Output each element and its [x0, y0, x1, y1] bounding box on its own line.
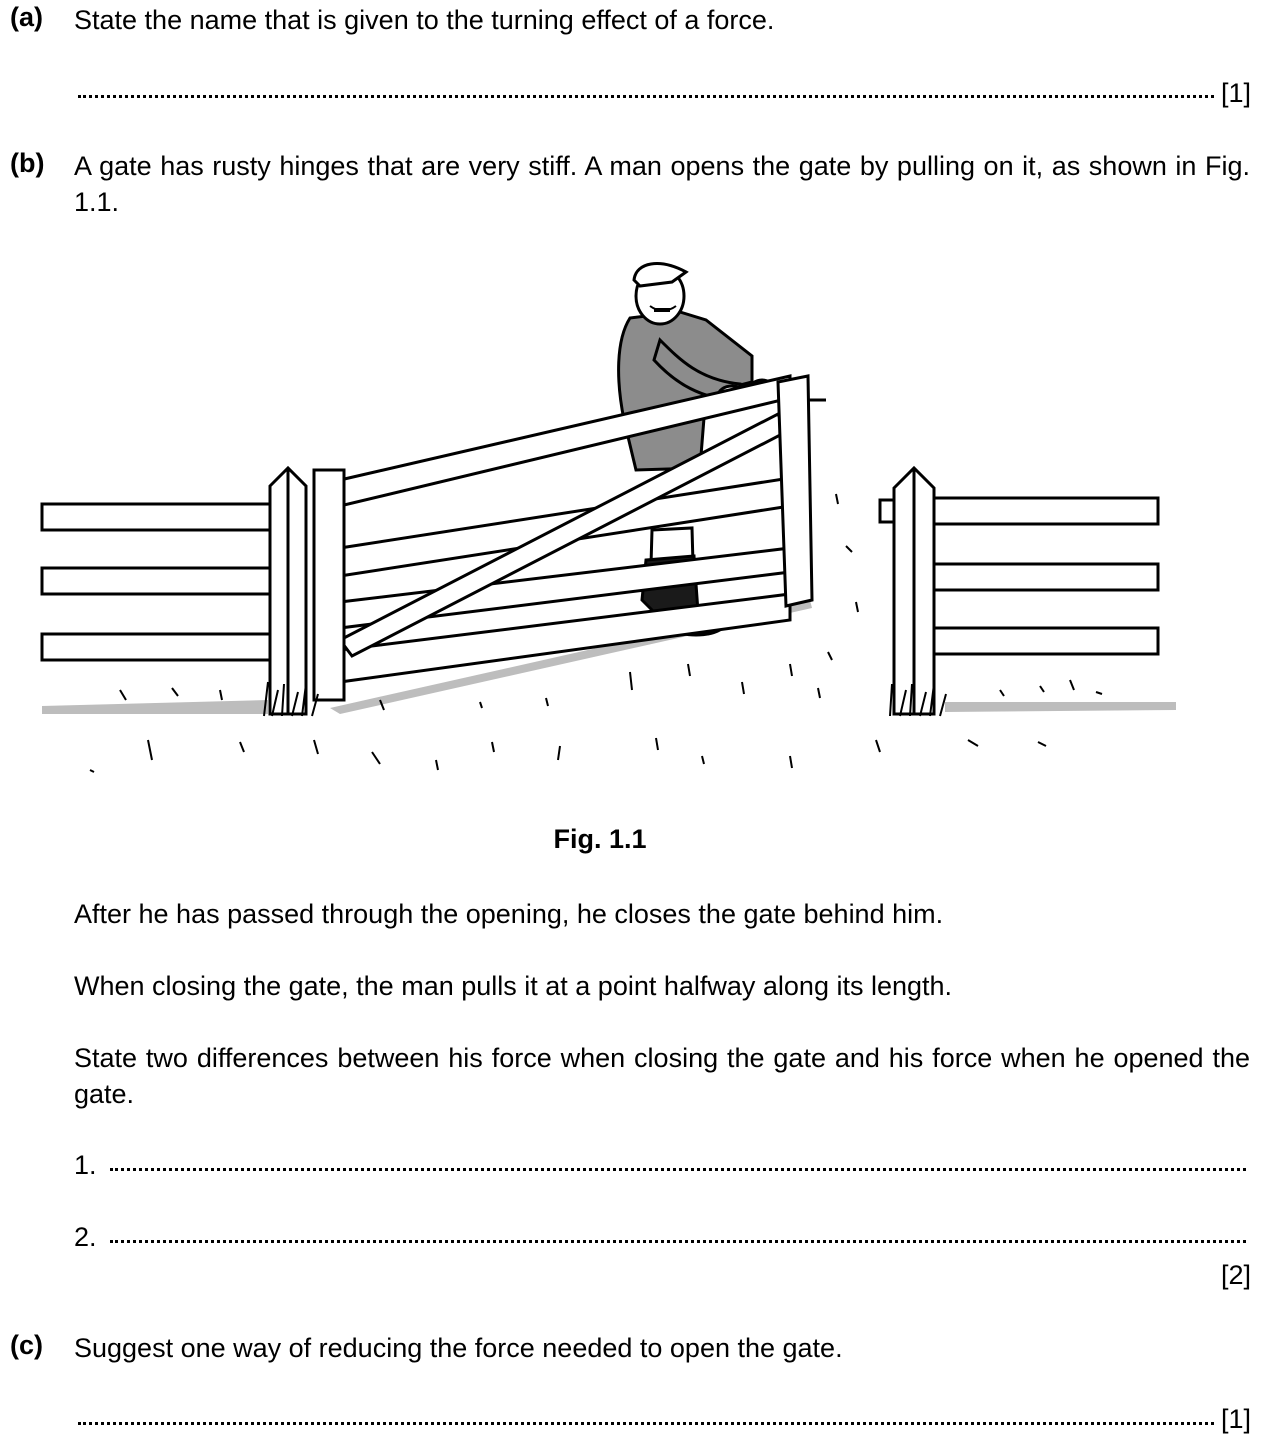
- part-a-label: (a): [10, 2, 43, 32]
- part-b-label: (b): [10, 148, 45, 178]
- part-c-mark: [1]: [1220, 1404, 1251, 1434]
- left-fence: [42, 504, 276, 660]
- answer-item-2-line[interactable]: [110, 1238, 1246, 1243]
- answer-item-2-number: 2.: [74, 1222, 97, 1252]
- right-fence: [934, 498, 1158, 654]
- part-a-mark: [1]: [1220, 78, 1251, 108]
- part-c-answer-line[interactable]: [78, 1420, 1214, 1425]
- part-b-intro: A gate has rusty hinges that are very stiff. A man opens the gate by pulling on it, as shown in Fig. 1.1.: [74, 151, 1250, 217]
- figure-caption: Fig. 1.1: [553, 824, 647, 854]
- part-b-para1: After he has passed through the opening, he closes the gate behind him.: [74, 899, 944, 929]
- latch: [808, 400, 896, 522]
- part-b-para3: State two differences between his force when closing the gate and his force when he opened the gate.: [74, 1043, 1250, 1109]
- answer-item-1-line[interactable]: [110, 1166, 1246, 1171]
- part-b-mark: [2]: [1220, 1260, 1251, 1290]
- part-b-para2: When closing the gate, the man pulls it at a point halfway along its length.: [74, 971, 953, 1001]
- part-a-question: State the name that is given to the turning effect of a force.: [74, 5, 775, 35]
- part-c-label: (c): [10, 1330, 43, 1360]
- answer-item-1-number: 1.: [74, 1150, 97, 1180]
- part-c-question: Suggest one way of reducing the force needed to open the gate.: [74, 1333, 843, 1363]
- gate: [314, 376, 812, 700]
